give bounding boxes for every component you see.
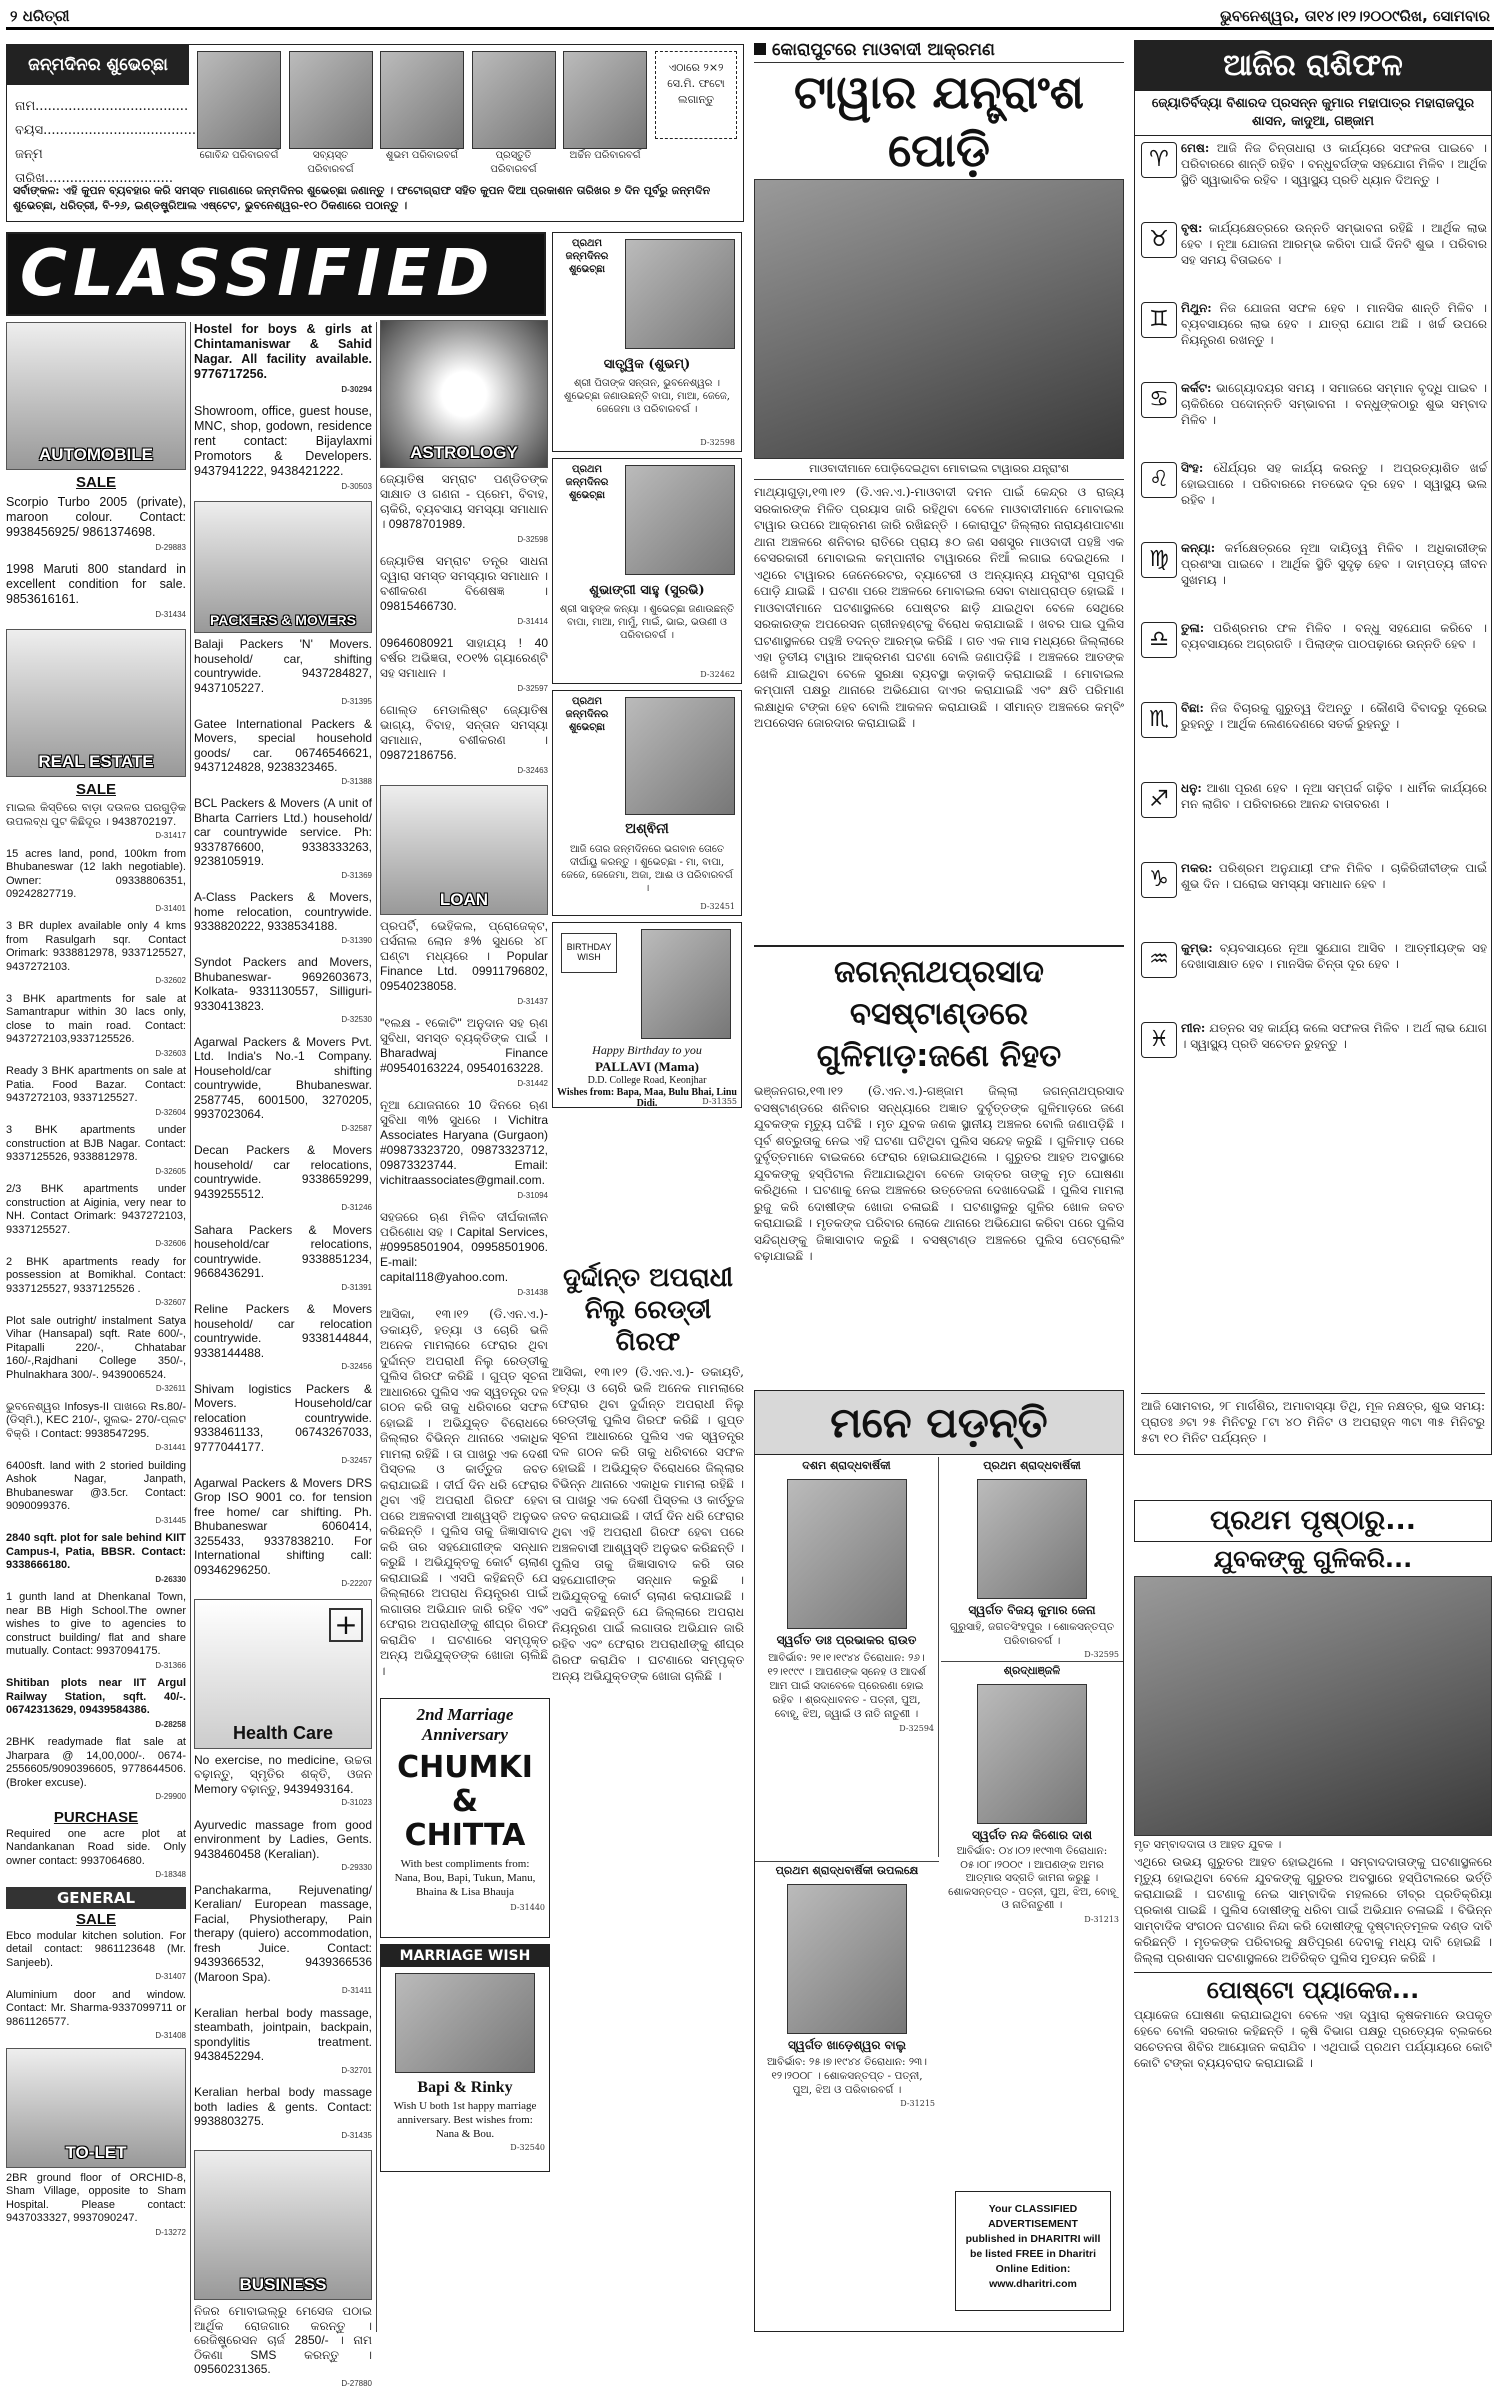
classified-ad: Plot sale outright/ instalment Satya Vihar (Hansapal) sqft. Rate 600/-, Pitapalli 220/-, Chhatabar 160/-,Rajdhani College 350/-, Phulnakhara 300/-. 9439006524. D-32611 <box>6 1314 186 1393</box>
tolet-banner: TO-LET <box>6 2048 186 2168</box>
coupon-fields <box>15 95 196 191</box>
rashi-item: ♑ ମକର: ପରିଶ୍ରମ ଅନୁଯାୟୀ ଫଳ ମିଳିବ । ଚାକିରିଜୀବୀଙ୍କ ପାଇଁ ଶୁଭ ଦିନ । ଘରୋଇ ସମସ୍ୟା ସମାଧାନ ହେବ । <box>1139 860 1487 938</box>
general-sale-heading: SALE <box>75 1910 116 1928</box>
obituary: ପ୍ରଥମ ଶ୍ରାଦ୍ଧବାର୍ଷିକୀ ସ୍ୱର୍ଗତ ବିଜୟ କୁମାର ଜେନା ଗୁରୁସାହି, ଜଗତସିଂହପୁର । ଶୋକସନ୍ତପ୍ତ ପରିବାରବର୍ଗ । D-32595 <box>950 1459 1119 1659</box>
person-photo <box>977 1684 1087 1824</box>
birthday-wish-box: ପ୍ରଥମ ଜନ୍ମଦିନର ଶୁଭେଚ୍ଛା ସାତ୍ତ୍ୱିକ (ଶୁଭମ୍) ଶ୍ରୀ ପିତାଙ୍କ ସନ୍ତାନ, ଭୁବନେଶ୍ୱର । ଶୁଭେଚ୍ଛା ଜଣାଉଛନ୍ତି ବାପା, ମାଆ, ଜେଜେ, ଜେଜେମା ଓ ପରିବାରବର୍ଗ । D-32598 <box>552 232 742 452</box>
online-edition-note: Your CLASSIFIED ADVERTISEMENT published in DHARITRI will be listed FREE in Dharitri Online Edition: www.dharitri.com <box>955 2191 1111 2311</box>
classified-ad: 1998 Maruti 800 standard in excellent condition for sale. 9853616161. D-31434 <box>6 562 186 619</box>
photo-placeholder: ଏଠାରେ ୨×୨ ସେ.ମି. ଫଟୋ ଲଗାନ୍ତୁ <box>655 51 737 139</box>
classified-ad: Aluminium door and window. Contact: Mr. Sharma-9337099711 or 9861126577. D-31408 <box>6 1988 186 2040</box>
jagannath-story: ଜଗନ୍ନାଥପ୍ରସାଦ ବସଷ୍ଟାଣ୍ଡରେ ଗୁଳିମାଡ଼:ଜଣେ ନିହତ ଭଞ୍ଜନଗର,୧୩।୧୨ (ଡି.ଏନ.ଏ.)-ଗଞ୍ଜାମ ଜିଲ୍ଲା ଜଗନ୍ନାଥପ୍ରସାଦ ବସଷ୍ଟାଣ୍ଡରେ ଶନିବାର ସନ୍ଧ୍ୟାରେ ଅଜ୍ଞାତ ଦୁର୍ବୃତ୍ତଙ୍କ ଗୁଳିମାଡ଼ରେ ଜଣେ ଯୁବକଙ୍କ ମୃତ୍ୟୁ ଘଟିଛି । ମୃତ ଯୁବକ ଜଣକ ସ୍ଥାନୀୟ ଅଞ୍ଚଳର ବୋଲି ଜଣାପଡ଼ିଛି । ପୂର୍ବ ଶତ୍ରୁତାକୁ ନେଇ ଏହି ଘଟଣା ଘଟିଥିବା ପୁଲିସ ସନ୍ଦେହ କରୁଛି । ଗୁଳିମାଡ଼ ପରେ ଦୁର୍ବୃତ୍ତମାନେ ବାଇକରେ ଫେରାର ହୋଇଯାଇଥିଲେ । ଗୁରୁତର ଆହତ ଅବସ୍ଥାରେ ଯୁବକଙ୍କୁ ହସ୍ପିଟାଲ ନିଆଯାଇଥିବା ବେଳେ ଡାକ୍ତର ତାଙ୍କୁ ମୃତ ଘୋଷଣା କରିଥିଲେ । ଘଟଣାକୁ ନେଇ ଅଞ୍ଚଳରେ ଉତ୍ତେଜନା ଦେଖାଦେଇଛି । ପୁଲିସ ମାମଲା ରୁଜୁ କରି ଦୋଷୀଙ୍କ ଖୋଜା ଚଳାଇଛି । ଘଟଣାସ୍ଥଳରୁ ଗୁଳିର ଖୋଳ ଜବତ କରାଯାଇଛି । ମୃତକଙ୍କ ପରିବାର ଲୋକେ ଥାନାରେ ଅଭିଯୋଗ କରିବା ପରେ ପୁଲିସ ସନ୍ଦିଗ୍ଧଙ୍କୁ ଜିଜ୍ଞାସାବାଦ କରୁଛି । ବସଷ୍ଟାଣ୍ଡ ଅଞ୍ଚଳରେ ପୁଲିସ ପେଟ୍ରୋଲିଂ ବଢ଼ାଯାଇଛି । <box>754 945 1124 1365</box>
classified-ad: 09646080921 ସାହାଯ୍ୟ ! 40 ବର୍ଷର ଅଭିଜ୍ଞତା, ୧୦୧% ଗ୍ୟାରେଣ୍ଟି ସହ ସମାଧାନ । D-32597 <box>380 636 548 693</box>
rashi-item: ♐ ଧନୁ: ଆଶା ପୂରଣ ହେବ । ନୂଆ ସମ୍ପର୍କ ଗଢ଼ିବ । ଧାର୍ମିକ କାର୍ଯ୍ୟରେ ମନ ଲାଗିବ । ପରିବାରରେ ଆନନ୍ଦ ବାତାବରଣ । <box>1139 780 1487 858</box>
rashi-item: ♉ ବୃଷ: କାର୍ଯ୍ୟକ୍ଷେତ୍ରରେ ଉନ୍ନତି ସମ୍ଭାବନା ରହିଛି । ଆର୍ଥିକ ଲାଭ ହେବ । ନୂଆ ଯୋଜନା ଆରମ୍ଭ କରିବା ପାଇଁ ଦିନଟି ଶୁଭ । ପରିବାର ସହ ସମୟ ବିତାଇବେ । <box>1139 220 1487 298</box>
coupon-photo: ସବ୍ୟସ୍ତ ପରିବାରବର୍ଗ <box>289 51 373 179</box>
front-page-title: ପ୍ରଥମ ପୃଷ୍ଠାରୁ... <box>1134 1500 1492 1542</box>
rashi-item: ♓ ମୀନ: ଯତ୍ନର ସହ କାର୍ଯ୍ୟ କଲେ ସଫଳତା ମିଳିବ । ଅର୍ଥ ଲାଭ ଯୋଗ । ସ୍ୱାସ୍ଥ୍ୟ ପ୍ରତି ସଚେତନ ରୁହନ୍ତୁ । <box>1139 1020 1487 1098</box>
pallavi-wish: BIRTHDAY WISH Happy Birthday to you PALLAVI (Mama) D.D. College Road, Keonjhar Wishes from: Bapa, Maa, Bulu Bhai, Linu Didi. D-31355 <box>552 922 742 1108</box>
classified-col-2 <box>194 322 372 2388</box>
classified-ad: 2 BHK apartments ready for possession at Bomikhal. Contact: 9337125527, 9337125526 . D-32607 <box>6 1255 186 1307</box>
aries-icon: ♈ <box>1141 142 1177 178</box>
classified-ad: ଗୋଲ୍ଡ ମେଡାଲିଷ୍ଟ ଜ୍ୟୋତିଷ ଭାଗ୍ୟ, ବିବାହ, ସନ୍ତାନ ସମସ୍ୟା ସମାଧାନ, ବଶୀକରଣ । 09872186756. D-32463 <box>380 703 548 775</box>
rashifal <box>1134 40 1492 1455</box>
pisces-icon: ♓ <box>1141 1022 1177 1058</box>
classified-ad: Keralian herbal body massage both ladies & gents. Contact: 9938803275. D-31435 <box>194 2085 372 2140</box>
coupon-dob-field[interactable]: ଜନ୍ମ ତାରିଖ............................... <box>15 147 174 186</box>
classified-ad: BCL Packers & Movers (A unit of Bharta Carriers Ltd.) household/ car countrywide service. Ph: 9337876600, 9338333263, 9238105919. D-31369 <box>194 796 372 880</box>
coupon-photo: ଅର୍ଚ୍ଚିନ ପରିବାରବର୍ଗ <box>563 51 647 179</box>
koraput-caption: ମାଓବାଦୀମାନେ ପୋଡ଼ିଦେଇଥିବା ମୋବାଇଲ ଟାୱାରର ଯନ୍ତ୍ରାଂଶ <box>754 459 1124 480</box>
obituary: ପ୍ରଥମ ଶ୍ରାଦ୍ଧବାର୍ଷିକୀ ଉପଲକ୍ଷେ ସ୍ୱର୍ଗତ ଖାଡ଼େଶ୍ୱର ବାଲୁ ଆବିର୍ଭାବ: ୨୫।୭।୧୯୪୪ ତିରୋଧାନ: ୨୩।୧୨।୨୦୦୮ । ଶୋକସନ୍ତପ୍ତ - ପତ୍ନୀ, ପୁଅ, ଝିଅ ଓ ପରିବାରବର୍ଗ । D-31215 <box>755 1861 939 2331</box>
koraput-headline: ଟାୱାର ଯନ୍ତ୍ରାଂଶ ପୋଡ଼ି <box>794 65 1084 177</box>
criminal-story-continued: ଆସିକା, ୧୩।୧୨ (ଡି.ଏନ.ଏ.)- ଡକାୟତି, ହତ୍ୟା ଓ ଚୋରି ଭଳି ଅନେକ ମାମଲାରେ ଫେରାର ଥିବା ଦୁର୍ଦ୍ଦାନ୍ତ ଅପରାଧୀ ନିଲୁ ରେଡ୍ଡୀକୁ ପୁଲିସ ଗିରଫ କରିଛି । ଗୁପ୍ତ ସୂଚନା ଆଧାରରେ ପୁଲିସ ଏକ ସ୍ୱତନ୍ତ୍ର ଦଳ ଗଠନ କରି ତାକୁ ଧରିବାରେ ସଫଳ ହୋଇଛି । ଅଭିଯୁକ୍ତ ବିରୋଧରେ ଜିଲ୍ଲାର ବିଭିନ୍ନ ଥାନାରେ ଏକାଧିକ ମାମଲା ରହିଛି । ତା ପାଖରୁ ଏକ ଦେଶୀ ପିସ୍ତଲ ଓ କାର୍ତ୍ତୁଜ ଜବତ କରାଯାଇଛି । ଦୀର୍ଘ ଦିନ ଧରି ଫେରାର ଥିବା ଏହି ଅପରାଧୀ ଗିରଫ ହେବା ପରେ ଅଞ୍ଚଳବାସୀ ଆଶ୍ୱସ୍ତି ଅନୁଭବ କରିଛନ୍ତି । ପୁଲିସ ତାକୁ ଜିଜ୍ଞାସାବାଦ କରି ତାର ସହଯୋଗୀଙ୍କ ସନ୍ଧାନ କରୁଛି । ଅଭିଯୁକ୍ତକୁ କୋର୍ଟ ଚାଲାଣ କରାଯାଇଛି । ଏସପି କହିଛନ୍ତି ଯେ ଜିଲ୍ଲାରେ ଅପରାଧ ନିୟନ୍ତ୍ରଣ ପାଇଁ ଲଗାତାର ଅଭିଯାନ ଜାରି ରହିବ ଏବଂ ଫେରାର ଅପରାଧୀଙ୍କୁ ଶୀଘ୍ର ଗିରଫ କରାଯିବ । ଘଟଣାରେ ସମ୍ପୃକ୍ତ ଅନ୍ୟ ଅଭିଯୁକ୍ତଙ୍କ ଖୋଜା ଚାଲିଛି । <box>380 1307 548 1678</box>
child-photo <box>563 51 647 149</box>
panjika: ଆଜି ସୋମବାର, ୨୮ ମାର୍ଗଶିର, ଅମାବାସ୍ୟା ତିଥି, ମୂଳ ନକ୍ଷତ୍ର, ଶୁଭ ସମୟ: ପ୍ରାତଃ ୬ଟା ୨୫ ମିନିଟରୁ ୮ଟା ୪୦ ମିନିଟ ଓ ଅପରାହ୍ନ ୩ଟା ୩୫ ମିନିଟରୁ ୫ଟା ୧୦ ମିନିଟ ପର୍ଯ୍ୟନ୍ତ । <box>1141 1393 1485 1446</box>
loan-banner: LOAN <box>380 785 548 915</box>
medical-cross-icon: + <box>329 1608 363 1642</box>
coupon-photo: ପ୍ରସ୍ତୁତି ପରିବାରବର୍ଗ <box>472 51 556 179</box>
classified-ad: No exercise, no medicine, ଉଚ୍ଚତା ବଢ଼ାନ୍ତୁ, ସ୍ମୃତିର ଶକ୍ତି, ଓଜନ Memory ବଢ଼ାନ୍ତୁ, 9439493164. D-31023 <box>194 1752 372 1807</box>
coupon-photos <box>197 51 647 179</box>
sagittarius-icon: ♐ <box>1141 782 1177 818</box>
classified-ad: Required one acre plot at Nandankanan Road side. Only owner contact: 9937064680. D-18348 <box>6 1827 186 1879</box>
health-care-banner: + Health Care <box>194 1599 372 1749</box>
dateline: ଭୁବନେଶ୍ୱର, ତା୧୪।୧୨।୨୦୦୯ରିଖ, ସୋମବାର <box>1220 7 1490 25</box>
story1-caption: ମୃତ ସମ୍ବାଦଦାତା ଓ ଆହତ ଯୁବକ । <box>1134 1838 1282 1851</box>
classified-ad: 2/3 BHK apartments under construction at Aiginia, very near to NH. Contact Orimark: 9437272103, 9337125527. D-32606 <box>6 1183 186 1248</box>
child-photo <box>289 51 373 149</box>
classified-ad: Ebco modular kitchen solution. For detail contact: 9861123648 (Mr. Sanjeeb). D-31407 <box>6 1929 186 1981</box>
classified-ad: "୧ଲକ୍ଷ - ୧କୋଟି" ଅନୁଦାନ ସହ ଋଣ ସୁବିଧା, ସମସ୍ତ ବ୍ୟକ୍ତିଙ୍କ ପାଇଁ । Bharadwaj Finance #09540163224, 09540163228. D-31442 <box>380 1016 548 1088</box>
criminal-story: ଦୁର୍ଦ୍ଦାନ୍ତ ଅପରାଧୀ ନିଲୁ ରେଡ୍ଡୀ ଗିରଫ ଆସିକା, ୧୩।୧୨ (ଡି.ଏନ.ଏ.)- ଡକାୟତି, ହତ୍ୟା ଓ ଚୋରି ଭଳି ଅନେକ ମାମଲାରେ ଫେରାର ଥିବା ଦୁର୍ଦ୍ଦାନ୍ତ ଅପରାଧୀ ନିଲୁ ରେଡ୍ଡୀକୁ ପୁଲିସ ଗିରଫ କରିଛି । ଗୁପ୍ତ ସୂଚନା ଆଧାରରେ ପୁଲିସ ଏକ ସ୍ୱତନ୍ତ୍ର ଦଳ ଗଠନ କରି ତାକୁ ଧରିବାରେ ସଫଳ ହୋଇଛି । ଅଭିଯୁକ୍ତ ବିରୋଧରେ ଜିଲ୍ଲାର ବିଭିନ୍ନ ଥାନାରେ ଏକାଧିକ ମାମଲା ରହିଛି । ତା ପାଖରୁ ଏକ ଦେଶୀ ପିସ୍ତଲ ଓ କାର୍ତ୍ତୁଜ ଜବତ କରାଯାଇଛି । ଦୀର୍ଘ ଦିନ ଧରି ଫେରାର ଥିବା ଏହି ଅପରାଧୀ ଗିରଫ ହେବା ପରେ ଅଞ୍ଚଳବାସୀ ଆଶ୍ୱସ୍ତି ଅନୁଭବ କରିଛନ୍ତି । ପୁଲିସ ତାକୁ ଜିଜ୍ଞାସାବାଦ କରି ତାର ସହଯୋଗୀଙ୍କ ସନ୍ଧାନ କରୁଛି । ଅଭିଯୁକ୍ତକୁ କୋର୍ଟ ଚାଲାଣ କରାଯାଇଛି । ଏସପି କହିଛନ୍ତି ଯେ ଜିଲ୍ଲାରେ ଅପରାଧ ନିୟନ୍ତ୍ରଣ ପାଇଁ ଲଗାତାର ଅଭିଯାନ ଜାରି ରହିବ ଏବଂ ଫେରାର ଅପରାଧୀଙ୍କୁ ଶୀଘ୍ର ଗିରଫ କରାଯିବ । ଘଟଣାରେ ସମ୍ପୃକ୍ତ ଅନ୍ୟ ଅଭିଯୁକ୍ତଙ୍କ ଖୋଜା ଚାଲିଛି । <box>552 1263 744 1683</box>
marriage-wish: MARRIAGE WISH Bapi & Rinky Wish U both 1st happy marriage anniversary. Best wishes from: Nana & Bou. D-32540 <box>380 1944 550 2172</box>
child-photo <box>625 697 735 815</box>
classified-ad: A-Class Packers & Movers, home relocation, countrywide. 9338820222, 9338534188. D-31390 <box>194 890 372 945</box>
classified-ad: Agarwal Packers & Movers DRS Grop ISO 9001 co. for tension free home/ car shifting. Ph. Bhubaneswar 6060414, 3255433, 9337838210. For International shifting call: 09346296250. D-22207 <box>194 1475 372 1588</box>
classified-ad: Panchakarma, Rejuvenating/ Keralian/ European massage, Facial, Physiotherapy, Pain therapy (quiero) accommodation, fresh Juice. Contact: 9439366532, 9439366536 (Maroon Spa). D-31411 <box>194 1882 372 1995</box>
classified-ad: 6400sft. land with 2 storied building Ashok Nagar, Janpath, Bhubaneswar @3.5cr. Contact: 9090099376. D-31445 <box>6 1459 186 1525</box>
child-photo <box>380 51 464 149</box>
page-number: ୨ ଧରିତ୍ରୀ <box>10 7 70 25</box>
person-photo <box>977 1479 1087 1599</box>
child-photo <box>625 465 735 575</box>
business-banner: BUSINESS <box>194 2150 372 2300</box>
coupon-age-field[interactable]: ବୟସ..................................... <box>15 123 196 138</box>
classified-ad: Syndot Packers and Movers, Bhubaneswar- 9692603673, Kolkata- 9331130557, Silliguri-9330413823. D-32530 <box>194 955 372 1024</box>
classified-ad: Reline Packers & Movers household/ car relocation countrywide. 9338144844, 9338144488. D-32456 <box>194 1302 372 1371</box>
classified-ad: 3 BHK apartments for sale at Samantrapur within 30 lacs only, close to main road. Contact: 9437272103,9337125526. D-32603 <box>6 992 186 1058</box>
classified-ad: Sahara Packers & Movers household/car relocations, countrywide. 9338851234, 9668436291. D-31391 <box>194 1222 372 1292</box>
classified-ad: ଜ୍ୟୋତିଷ ସମ୍ରାଟ ପଣ୍ଡିତଙ୍କ ସାକ୍ଷାତ ଓ ଗଣନା - ପ୍ରେମ, ବିବାହ, ଚାକିରି, ବ୍ୟବସାୟ ସମସ୍ୟା ସମାଧାନ । 09878701989. D-32598 <box>380 472 548 544</box>
re-sale-heading: SALE <box>75 781 116 798</box>
astrology-banner: ASTROLOGY <box>380 320 548 468</box>
classified-ad: Scorpio Turbo 2005 (private), maroon colour. Contact: 9938456925/ 9861374698. D-29883 <box>6 495 186 552</box>
rashi-item: ♏ ବିଛା: ନିଜ ବିଚାରକୁ ଗୁରୁତ୍ୱ ଦିଅନ୍ତୁ । କୌଣସି ବିବାଦରୁ ଦୂରେଇ ରୁହନ୍ତୁ । ଆର୍ଥିକ ଲେଣଦେଣରେ ସତର୍କ ରୁହନ୍ତୁ । <box>1139 700 1487 778</box>
classified-ad: Showroom, office, guest house, MNC, shop, godown, residence rent contact: Bijaylaxmi Promotors & Developers. 9437941222, 9438421222. D-30503 <box>194 404 372 491</box>
mane-padanti-title: ମନେ ପଡ଼ନ୍ତି <box>755 1391 1123 1455</box>
taurus-icon: ♉ <box>1141 222 1177 258</box>
rashifal-byline: ଜ୍ୟୋତିର୍ବିଦ୍ୟା ବିଶାରଦ ପ୍ରସନ୍ନ କୁମାର ମହାପାତ୍ର ମହାରାଜପୁର ଶାସନ, କାଦୁଆ, ଗଞ୍ଜାମ <box>1135 91 1491 136</box>
scorpio-icon: ♏ <box>1141 702 1177 738</box>
koraput-story <box>754 40 1124 940</box>
classified-ad: Gatee International Packers & Movers, special household goods/ car. 06746546621, 9437124828, 9238323465. D-31388 <box>194 716 372 786</box>
general-heading: GENERAL <box>6 1887 186 1909</box>
classified-ad: ନୂଆ ଯୋଜନାରେ 10 ଦିନରେ ଋଣ ସୁବିଧା ୩% ସୁଧରେ । Vichitra Associates Haryana (Gurgaon) #09873323720, 09873323712, 09873323744. Email: vichitraassociates@gmail.com. D-31094 <box>380 1098 548 1200</box>
leo-icon: ♌ <box>1141 462 1177 498</box>
purchase-heading: PURCHASE <box>53 1808 139 1826</box>
capricorn-icon: ♑ <box>1141 862 1177 898</box>
aquarius-icon: ♒ <box>1141 942 1177 978</box>
birthday-wish-box: ପ୍ରଥମ ଜନ୍ମଦିନର ଶୁଭେଚ୍ଛା ଶୁଭାଙ୍ଗୀ ସାହୁ (ସୁରଭି) ଶ୍ରୀ ସାହୁଙ୍କ କନ୍ୟା । ଶୁଭେଚ୍ଛା ଜଣାଉଛନ୍ତି ବାପା, ମାଆ, ମାମୁଁ, ମାଇଁ, ଭାଇ, ଭଉଣୀ ଓ ପରିବାରବର୍ଗ । D-32462 <box>552 458 742 684</box>
birthday-coupon <box>6 44 744 222</box>
rashifal-list <box>1135 136 1491 1098</box>
rashi-item: ♊ ମିଥୁନ: ନିଜ ଯୋଜନା ସଫଳ ହେବ । ମାନସିକ ଶାନ୍ତି ମିଳିବ । ବ୍ୟବସାୟରେ ଲାଭ ହେବ । ଯାତ୍ରା ଯୋଗ ଅଛି । ଖର୍ଚ୍ଚ ଉପରେ ନିୟନ୍ତ୍ରଣ ରଖନ୍ତୁ । <box>1139 300 1487 378</box>
packers-banner: PACKERS & MOVERS <box>194 501 372 633</box>
real-estate-banner: REAL ESTATE <box>6 629 186 777</box>
koraput-body: ମାଥ୍ୟାଗୁଡ଼ା,୧୩।୧୨ (ଡି.ଏନ.ଏ.)-ମାଓବାଦୀ ଦମନ ପାଇଁ କେନ୍ଦ୍ର ଓ ରାଜ୍ୟ ସରକାରଙ୍କ ମିଳିତ ପ୍ରୟାସ ଜାରି ରହିଥିବା ବେଳେ ମାଓବାଦୀମାନେ ମୋବାଇଲ ଟାୱାର ଉପରେ ଆକ୍ରମଣ ଜାରି ରଖିଛନ୍ତି । କୋରାପୁଟ ଜିଲ୍ଲାର ନାରାୟଣପାଟଣା ଥାନା ଅଞ୍ଚଳରେ ଶନିବାର ରାତିରେ ପ୍ରାୟ ୫୦ ଜଣ ସଶସ୍ତ୍ର ମାଓବାଦୀ ପହଞ୍ଚି ଏକ ବେସରକାରୀ ମୋବାଇଲ କମ୍ପାନୀର ଟାୱାରରେ ନିଆଁ ଲଗାଇ ଦେଇଥିଲେ । ଏଥିରେ ଟାୱାରର ଜେନେରେଟର, ବ୍ୟାଟେରୀ ଓ ଅନ୍ୟାନ୍ୟ ଯନ୍ତ୍ରାଂଶ ପୂରାପୂରି ପୋଡ଼ି ଯାଇଛି । ଘଟଣା ପରେ ଅଞ୍ଚଳରେ ମୋବାଇଲ ସେବା ବାଧାପ୍ରାପ୍ତ ହୋଇଛି । ମାଓବାଦୀମାନେ ଘଟଣାସ୍ଥଳରେ ପୋଷ୍ଟର ଛାଡ଼ି ଯାଇଥିବା ବେଳେ ସେଥିରେ ସରକାରଙ୍କ ଅପରେସନ ଗ୍ରୀନହଣ୍ଟକୁ ବିରୋଧ କରାଯାଇଛି । ଖବର ପାଇ ପୁଲିସ ଘଟଣାସ୍ଥଳରେ ପହଞ୍ଚି ତଦନ୍ତ ଆରମ୍ଭ କରିଛି । ଗତ ଏକ ମାସ ମଧ୍ୟରେ ଜିଲ୍ଲାରେ ଏହା ତୃତୀୟ ଟାୱାର ଆକ୍ରମଣ ଘଟଣା ବୋଲି ଜଣାପଡ଼ିଛି । ଅଞ୍ଚଳରେ ଆତଙ୍କ ଖେଳି ଯାଇଥିବା ବେଳେ ସୁରକ୍ଷା ବ୍ୟବସ୍ଥା କଡ଼ାକଡ଼ି କରାଯାଇଛି । ମୋବାଇଲ କମ୍ପାନୀ ପକ୍ଷରୁ ଥାନାରେ ଅଭିଯୋଗ ଦାଏର କରାଯାଇଛି ଏବଂ କ୍ଷତି ପରିମାଣ ଲକ୍ଷାଧିକ ଟଙ୍କା ହେବ ବୋଲି ଆକଳନ କରାଯାଉଛି । ସୀମାନ୍ତ ଅଞ୍ଚଳରେ କମ୍ବିଂ ଅପରେସନ ଜୋରଦାର କରାଯାଇଛି । <box>754 485 1124 730</box>
classified-ad: 2BR ground floor of ORCHID-8, Sham Village, opposite to Sham Hospital. Please contact: 9437033327, 9937090247. D-13272 <box>6 2171 186 2237</box>
person-photo <box>787 1479 907 1629</box>
rashi-item: ♒ କୁମ୍ଭ: ବ୍ୟବସାୟରେ ନୂଆ ସୁଯୋଗ ଆସିବ । ଆତ୍ମୀୟଙ୍କ ସହ ଦେଖାସାକ୍ଷାତ ହେବ । ମାନସିକ ଚିନ୍ତା ଦୂର ହେବ । <box>1139 940 1487 1018</box>
gemini-icon: ♊ <box>1141 302 1177 338</box>
cancer-icon: ♋ <box>1141 382 1177 418</box>
story1-body: ଏଥିରେ ଉଭୟ ଗୁରୁତର ଆହତ ହୋଇଥିଲେ । ସମ୍ବାଦଦାତାଙ୍କୁ ଘଟଣାସ୍ଥଳରେ ମୃତ୍ୟୁ ହୋଇଥିବା ବେଳେ ଯୁବକଙ୍କୁ ଗୁରୁତର ଅବସ୍ଥାରେ ହସ୍ପିଟାଲରେ ଭର୍ତ୍ତି କରାଯାଇଛି । ଘଟଣାକୁ ନେଇ ସାମ୍ବାଦିକ ମହଲରେ ତୀବ୍ର ପ୍ରତିକ୍ରିୟା ପ୍ରକାଶ ପାଇଛି । ପୁଲିସ ଦୋଷୀଙ୍କୁ ଧରିବା ପାଇଁ ଅଭିଯାନ ଚଳାଇଛି । ବିଭିନ୍ନ ସାମ୍ବାଦିକ ସଂଗଠନ ଘଟଣାର ନିନ୍ଦା କରି ଦୋଷୀଙ୍କୁ ଦୃଷ୍ଟାନ୍ତମୂଳକ ଦଣ୍ଡ ଦାବି କରିଛନ୍ତି । ମୃତକଙ୍କ ପରିବାରକୁ କ୍ଷତିପୂରଣ ଦେବାକୁ ମଧ୍ୟ ଦାବି ହୋଇଛି । ଜିଲ୍ଲା ପ୍ରଶାସନ ଘଟଣାସ୍ଥଳରେ ଅତିରିକ୍ତ ପୁଲିସ ମୁତୟନ କରିଛି । <box>1134 1855 1492 1965</box>
burnt-tower-photo <box>754 179 1124 459</box>
rashi-item: ♍ କନ୍ୟା: କର୍ମକ୍ଷେତ୍ରରେ ନୂଆ ଦାୟିତ୍ୱ ମିଳିବ । ଅଧିକାରୀଙ୍କ ପ୍ରଶଂସା ପାଇବେ । ଆର୍ଥିକ ସ୍ଥିତି ସୁଦୃଢ଼ ହେବ । ଦାମ୍ପତ୍ୟ ଜୀବନ ସୁଖମୟ । <box>1139 540 1487 618</box>
classified-title: CLASSIFIED <box>20 237 496 311</box>
classified-ad: ଜ୍ୟୋତିଷ ସମ୍ରାଟ ତନ୍ତ୍ର ସାଧନା ଦ୍ୱାରା ସମସ୍ତ ସମସ୍ୟାର ସମାଧାନ । ବଶୀକରଣ ବିଶେଷଜ୍ଞ । 09815466730. D-31414 <box>380 554 548 626</box>
story1-headline: ଯୁବକଙ୍କୁ ଗୁଳିକରି... <box>1213 1545 1413 1573</box>
classified-ad: ଭୁବନେଶ୍ୱର Infosys-II ପାଖରେ Rs.80/-(ଡିସ୍‌ମି.), KEC 210/-, ସୁଲଭ- 270/-ପ୍ଲଟ ବିକ୍ରି । Contact: 9938547295. D-31441 <box>6 1400 186 1452</box>
classified-ad: ମାଇଲ କିସ୍ତିରେ ବାଡ଼ା ଦଉଳର ଘରଗୁଡ଼ିକ ଉପଲବ୍ଧ ପୁଟ କିଛିଦୂର । 9438702197. D-31417 <box>6 802 186 840</box>
injured-youth-photo <box>1134 1576 1492 1836</box>
child-photo <box>197 51 281 149</box>
classified-ad: Shivam logistics Packers & Movers. Household/car relocation countrywide. 9338461133, 06743267033, 9777044177. D-32457 <box>194 1381 372 1465</box>
classified-ad: 3 BR duplex available only 4 kms from Rasulgarh sqr. Contact Orimark: 9338812978, 9337125527, 9437272103. D-32602 <box>6 920 186 985</box>
rashi-item: ♌ ସିଂହ: ଧୈର୍ଯ୍ୟର ସହ କାର୍ଯ୍ୟ କରନ୍ତୁ । ଅପ୍ରତ୍ୟାଶିତ ଖର୍ଚ୍ଚ ହୋଇପାରେ । ପରିବାରରେ ମତଭେଦ ଦୂର ହେବ । ସ୍ୱାସ୍ଥ୍ୟ ଭଲ ରହିବ । <box>1139 460 1487 538</box>
coupon-name-field[interactable]: ନାମ..................................... <box>15 99 189 114</box>
classified-ad: Shitiban plots near IIT Argul Railway Station, sqft. 40/-. 06742313629, 09439584386. D-28258 <box>6 1677 186 1729</box>
classified-ad: ନିଜର ମୋବାଇଲ୍‌ରୁ ମେସେଜ ପଠାଇ ଆର୍ଥିକ ରୋଜଗାର କରନ୍ତୁ । ରେଜିଷ୍ଟ୍ରେସନ ଚାର୍ଜ 2850/- । ନାମ ଠିକଣା SMS କରନ୍ତୁ । 09560231365. D-27880 <box>194 2304 372 2388</box>
classified-ad: 3 BHK apartments under construction at BJB Nagar. Contact: 9337125526, 9338812978. D-32605 <box>6 1124 186 1176</box>
obituary: ଶ୍ରଦ୍ଧାଞ୍ଜଳି ସ୍ୱର୍ଗତ ନନ୍ଦ କିଶୋର ଦାଶ ଆବିର୍ଭାବ: ୦୪।୦୨।୧୯୩୩ ତିରୋଧାନ: ୦୫।୦୮।୨୦୦୯ । ଆପଣଙ୍କ ଅମର ଆତ୍ମାର ସଦ୍‌ଗତି କାମନା କରୁଛୁ । ଶୋକସନ୍ତପ୍ତ - ପତ୍ନୀ, ପୁଅ, ଝିଅ, ବୋହୂ ଓ ନାତିନାତୁଣୀ । D-31213 <box>941 1661 1123 1961</box>
classified-ad: Ready 3 BHK apartments on sale at Patia. Food Bazar. Contact: 9437272103, 9337125527. D-32604 <box>6 1065 186 1117</box>
mane-padanti <box>754 1390 1124 2332</box>
birthday-wish-box: ପ୍ରଥମ ଜନ୍ମଦିନର ଶୁଭେଚ୍ଛା ଅଶ୍ଵିନୀ ଆଜି ତୋର ଜନ୍ମଦିନରେ ଭଗବାନ ତୋତେ ଦୀର୍ଘାୟୁ କରନ୍ତୁ । ଶୁଭେଚ୍ଛା - ମା, ବାପା, ଜେଜେ, ଜେଜେମା, ଅଜା, ଆଈ ଓ ପରିବାରବର୍ଗ । D-32451 <box>552 690 742 916</box>
classified-ad: 2840 sqft. plot for sale behind KIIT Campus-I, Patia, BBSR. Contact: 9338666180. D-26330 <box>6 1532 186 1584</box>
classified-ad: 15 acres land, pond, 100km from Bhubaneswar (12 lakh negotiable). Owner: 09338806351, 09242827719. D-31401 <box>6 847 186 913</box>
birthday-wishes-column <box>552 232 742 1252</box>
square-bullet-icon <box>754 43 766 55</box>
classified-ad: Keralian herbal body massage, steambath, jointpain, backpain, spondylitis treatment. 9438452294. D-32701 <box>194 2005 372 2075</box>
masthead <box>6 4 1494 30</box>
classified-ad: Agarwal Packers & Movers Pvt. Ltd. India's No.-1 Company. Household/car shifting countrywide, Bhubaneswar. 2587745, 6001500, 3270205, 9937023064. D-32587 <box>194 1034 372 1133</box>
rashifal-title: ଆଜିର ରାଶିଫଳ <box>1135 41 1491 91</box>
classified-ad: Hostel for boys & girls at Chintamaniswar & Sahid Nagar. All facility available. 9776717256. D-30294 <box>194 322 372 394</box>
story2-headline: ପୋଷ୍ଟୋ ପ୍ୟାକେଜ... <box>1134 1972 1492 2007</box>
front-page-continuation <box>1134 1500 1492 2332</box>
automobile-banner: AUTOMOBILE <box>6 322 186 470</box>
auto-sale-heading: SALE <box>75 474 116 491</box>
koraput-kicker: କୋରାପୁଟରେ ମାଓବାଦୀ ଆକ୍ରମଣ <box>754 40 1124 63</box>
couple-photo <box>395 1973 535 2073</box>
classified-ad: ପ୍ରପର୍ଟି, ଭେହିକଲ, ପ୍ରୋଜେକ୍ଟ, ପର୍ସନାଲ ଲୋନ ୫% ସୁଧରେ ୪୮ ଘଣ୍ଟା ମଧ୍ୟରେ । Popular Finance Ltd. 09911796802, 09540238058. D-31437 <box>380 919 548 1006</box>
child-photo <box>625 239 735 349</box>
classified-ad: Balaji Packers 'N' Movers. household/ car, shifting countrywide. 9437284827, 9437105227. D-31395 <box>194 637 372 706</box>
coupon-photo: ଗୋବିନ୍ଦ ପରିବାରବର୍ଗ <box>197 51 281 179</box>
child-photo <box>472 51 556 149</box>
classified-col-1 <box>6 322 186 2332</box>
coupon-note: ସର୍ବାଙ୍କଳ: ଏହି କୁପନ ବ୍ୟବହାର କରି ସମସ୍ତ ମାଗଣାରେ ଜନ୍ମଦିନର ଶୁଭେଚ୍ଛା ଜଣାନ୍ତୁ । ଫଟୋଗ୍ରାଫ ସହିତ କୁପନ ଦିଆ ପ୍ରକାଶନ ତାରିଖର ୭ ଦିନ ପୂର୍ବରୁ ଜନ୍ମଦିନ ଶୁଭେଚ୍ଛା, ଧରିତ୍ରୀ, ବି-୨୬, ଇଣ୍ଡଷ୍ଟ୍ରିଆଲ ଏଷ୍ଟେଟ, ଭୁବନେଶ୍ୱର-୧୦ ଠିକଣାରେ ପଠାନ୍ତୁ । <box>13 184 711 212</box>
anniversary-wish: 2nd Marriage Anniversary CHUMKI & CHITTA With best compliments from: Nana, Bou, Bapi, Tukun, Manu, Bhaina & Lisa Bhauja D-31440 <box>380 1698 550 1938</box>
rashi-item: ♈ ମେଷ: ଆଜି ନିଜ ଚିନ୍ତାଧାରା ଓ କାର୍ଯ୍ୟରେ ସଫଳତା ପାଇବେ । ପରିବାରରେ ଶାନ୍ତି ରହିବ । ବନ୍ଧୁବର୍ଗଙ୍କ ସହଯୋଗ ମିଳିବ । ଆର୍ଥିକ ସ୍ଥିତି ସ୍ୱାଭାବିକ ରହିବ । ସ୍ୱାସ୍ଥ୍ୟ ପ୍ରତି ଧ୍ୟାନ ଦିଅନ୍ତୁ । <box>1139 140 1487 218</box>
obituary: ଦଶମ ଶ୍ରାଦ୍ଧବାର୍ଷିକୀ ସ୍ୱର୍ଗତ ଡାଃ ପ୍ରଭାକର ରାଉତ ଆବିର୍ଭାବ: ୨୧।୧।୧୯୪୪ ତିରୋଧାନ: ୨୬।୧୨।୧୯୯୯ । ଆପଣଙ୍କ ସ୍ନେହ ଓ ଆଦର୍ଶ ଆମ ପାଇଁ ସଦାବେଳେ ପ୍ରେରଣା ହୋଇ ରହିବ । ଶ୍ରଦ୍ଧାବନତ - ପତ୍ନୀ, ପୁଅ, ବୋହୂ, ଝିଅ, ଜ୍ୱାଇଁ ଓ ନାତି ନାତୁଣୀ । D-32594 <box>755 1457 939 1857</box>
rashi-item: ♎ ତୁଳା: ପରିଶ୍ରମର ଫଳ ମିଳିବ । ବନ୍ଧୁ ସହଯୋଗ କରିବେ । ବ୍ୟବସାୟରେ ଅଗ୍ରଗତି । ପିଲାଙ୍କ ପାଠପଢ଼ାରେ ଉନ୍ନତି ହେବ । <box>1139 620 1487 698</box>
virgo-icon: ♍ <box>1141 542 1177 578</box>
person-photo <box>787 1884 907 2034</box>
classified-ad: 2BHK readymade flat sale at Jharpara @ 14,00,000/-. 0674-2556605/9090396605, 9778644506. (Broker excuse). D-29900 <box>6 1736 186 1801</box>
story2-body: ପ୍ୟାକେଜ ଘୋଷଣା କରାଯାଇଥିବା ବେଳେ ଏହା ଦ୍ୱାରା କୃଷକମାନେ ଉପକୃତ ହେବେ ବୋଲି ସରକାର କହିଛନ୍ତି । କୃଷି ବିଭାଗ ପକ୍ଷରୁ ପ୍ରତ୍ୟେକ ବ୍ଲକରେ ସଚେତନତା ଶିବିର ଆୟୋଜନ କରାଯିବ । ଏଥିପାଇଁ ପ୍ରଥମ ପର୍ଯ୍ୟାୟରେ କୋଟି କୋଟି ଟଙ୍କା ବ୍ୟୟବରାଦ କରାଯାଇଛି । <box>1134 2008 1492 2070</box>
classified-ad: ସହଜରେ ଋଣ ମିଳିବ ଦୀର୍ଘକାଳୀନ ପରିଶୋଧ ସହ । Capital Services, #09958501904, 09958501906. E-mail: capital118@yahoo.com. D-31438 <box>380 1210 548 1297</box>
person-photo <box>641 929 731 1039</box>
libra-icon: ♎ <box>1141 622 1177 658</box>
classified-ad: Ayurvedic massage from good environment by Ladies, Gents. 9438460458 (Keralian). D-29330 <box>194 1817 372 1872</box>
coupon-photo: ଶୁଭମ ପରିବାରବର୍ଗ <box>380 51 464 179</box>
coupon-title: ଜନ୍ମଦିନର ଶୁଭେଚ୍ଛା <box>7 45 189 85</box>
classified-ad: Decan Packers & Movers household/ car relocations, countrywide. 9338659299, 9439255512. D-31246 <box>194 1143 372 1212</box>
classified-ad: 1 gunth land at Dhenkanal Town, near BB High School.The owner wishes to give to agencies to construct building/ flat and share mutually. Contact: 9937094175. D-31366 <box>6 1591 186 1670</box>
rashi-item: ♋ କର୍କଟ: ଭାଗ୍ୟୋଦୟର ସମୟ । ସମାଜରେ ସମ୍ମାନ ବୃଦ୍ଧି ପାଇବ । ଚାକିରିରେ ପଦୋନ୍ନତି ସମ୍ଭାବନା । ବନ୍ଧୁଙ୍କଠାରୁ ଶୁଭ ସମ୍ବାଦ ମିଳିବ । <box>1139 380 1487 458</box>
